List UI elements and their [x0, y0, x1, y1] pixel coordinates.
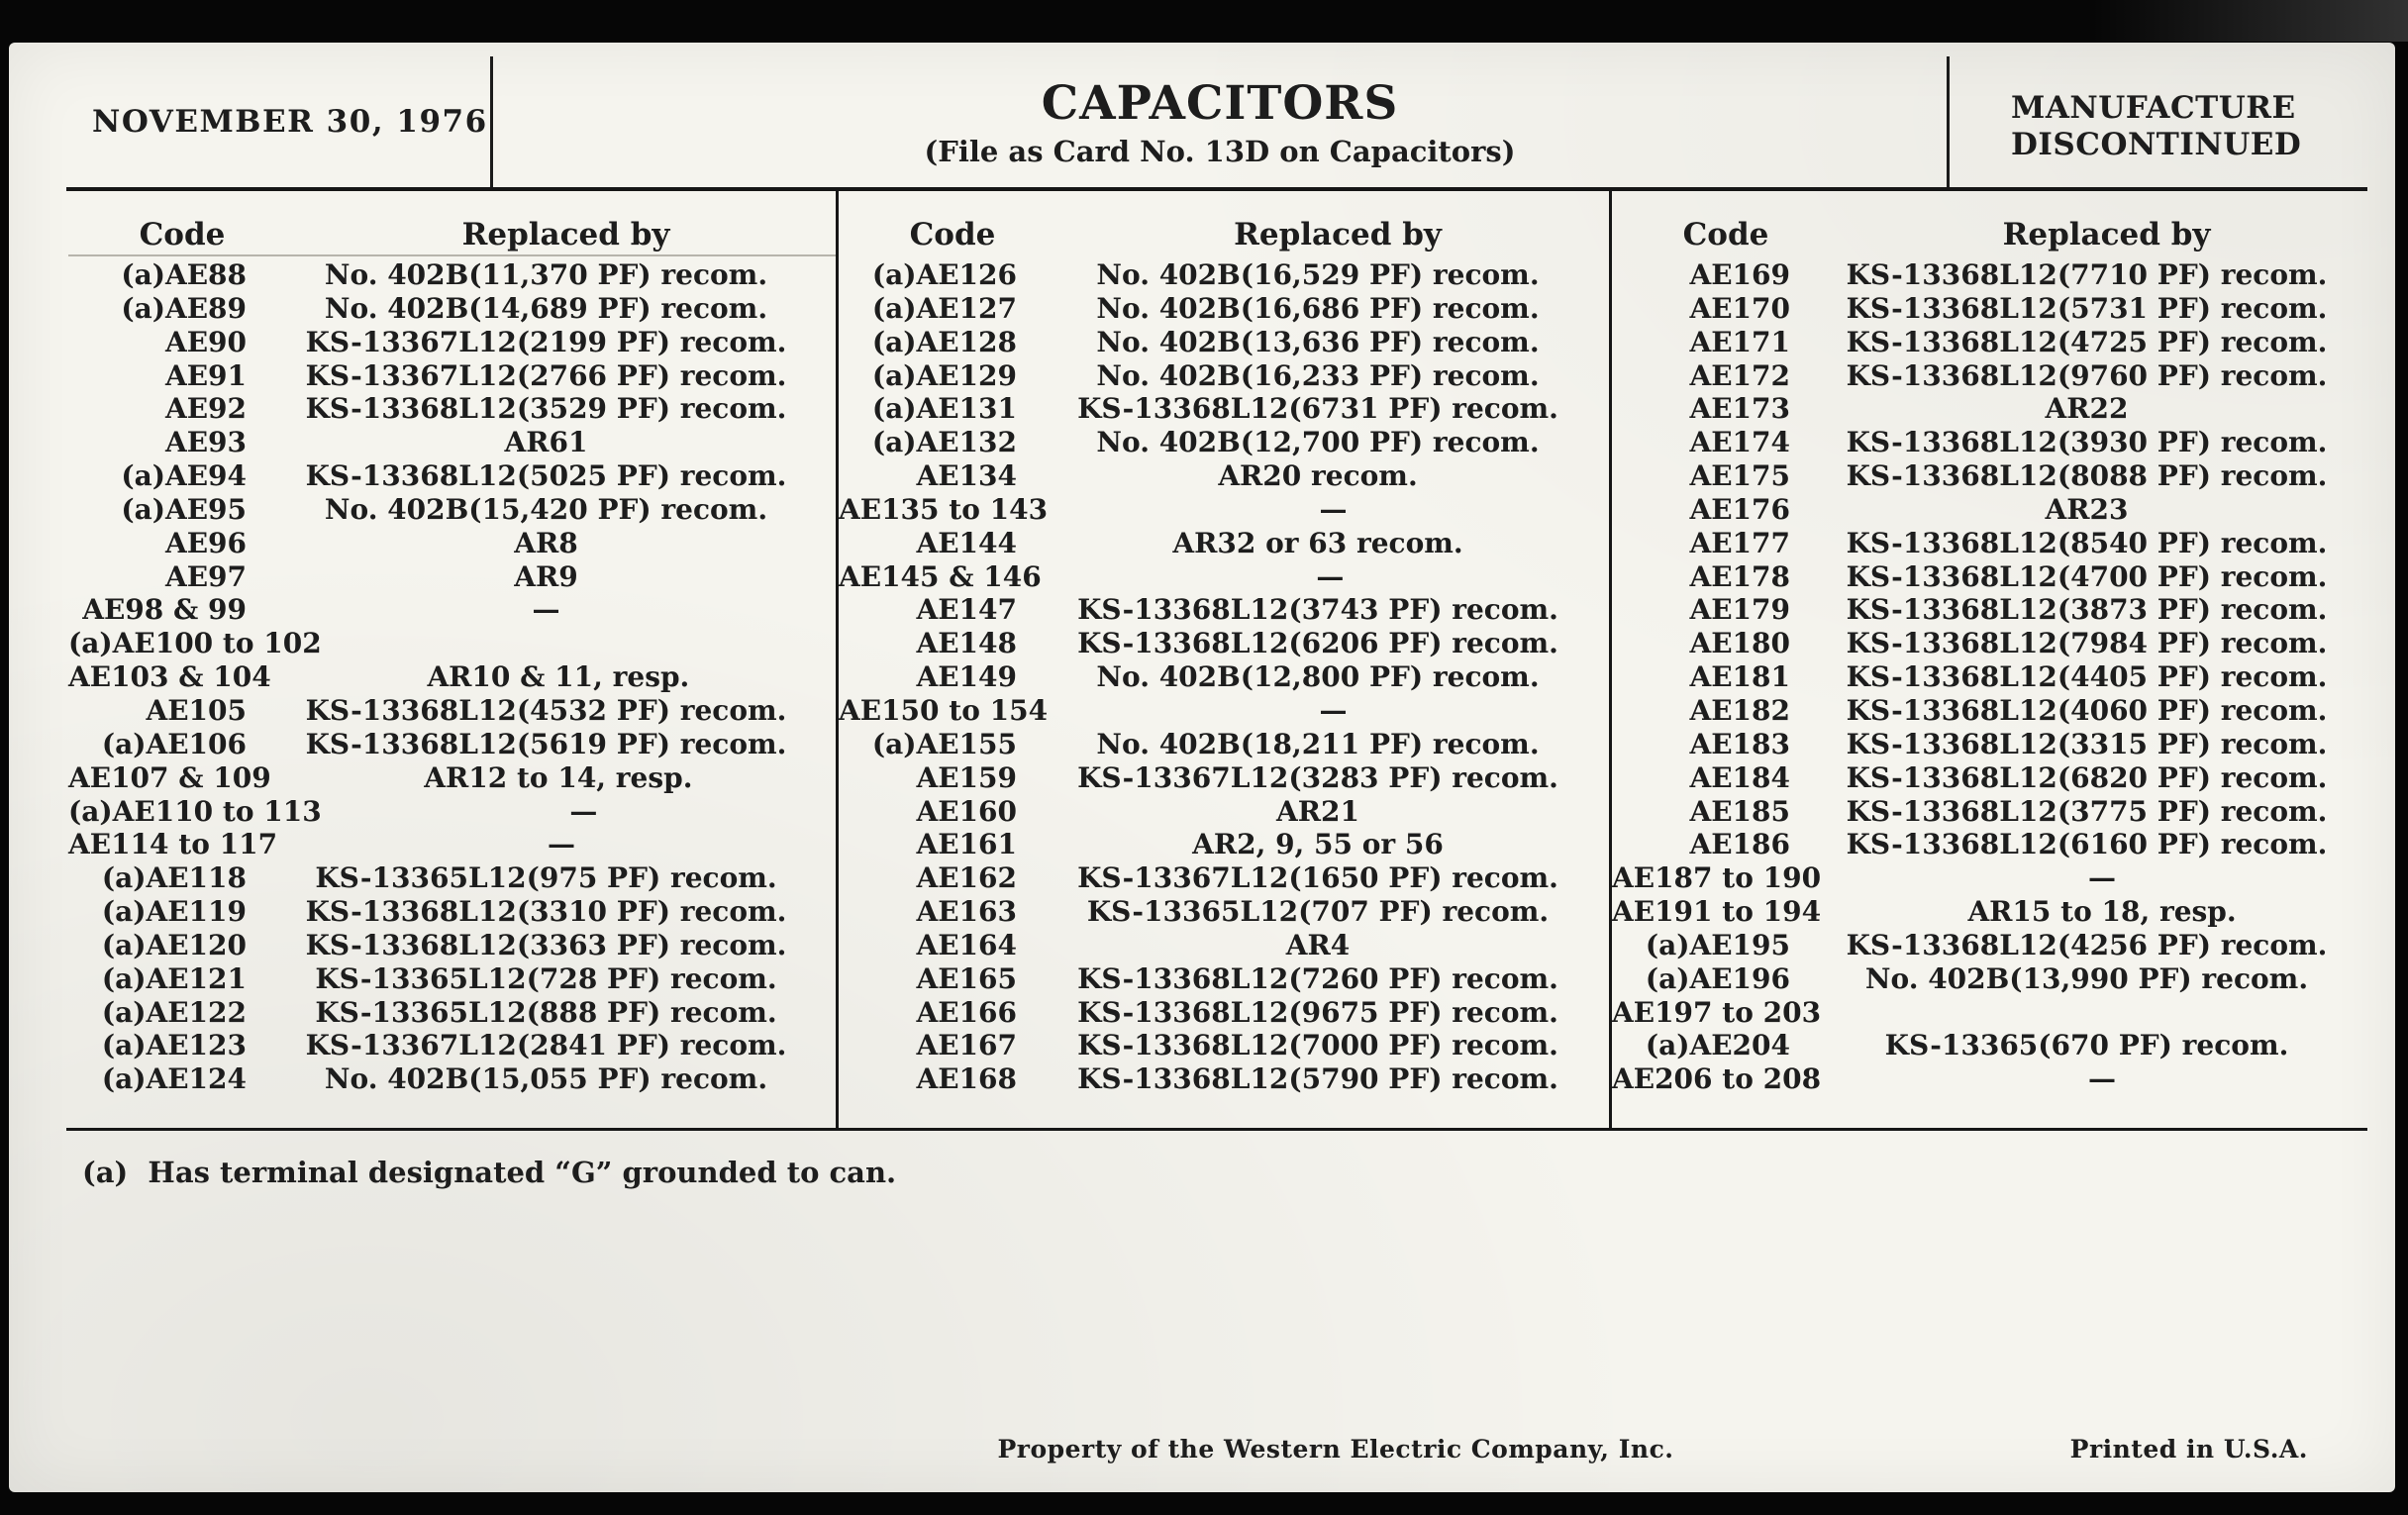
table-row: [839, 761, 1609, 795]
table-row: [839, 828, 1609, 861]
code-cell: AE183: [1689, 727, 1790, 760]
replaced-by-cell: —: [569, 794, 598, 828]
table-row: [68, 459, 836, 493]
replaced-by-cell: AR61: [504, 426, 588, 459]
code-cell: AE163: [916, 895, 1017, 929]
code-cell: AE169: [1689, 258, 1790, 291]
table-column: [68, 191, 836, 1128]
code-cell: AE168: [916, 1062, 1017, 1096]
replaced-by-cell: KS-13368L12(5025 PF) recom.: [305, 459, 787, 493]
table-row: [68, 962, 836, 996]
code-cell: AE197 to 203: [1612, 995, 1822, 1029]
replaced-by-cell: No. 402B(15,055 PF) recom.: [324, 1062, 768, 1096]
replaced-by-cell: KS-13365L12(728 PF) recom.: [315, 961, 777, 995]
table-row: [68, 359, 836, 393]
replaced-by-cell: KS-13368L12(4700 PF) recom.: [1846, 559, 2328, 593]
table-row: [1612, 627, 2373, 660]
code-cell: AE90: [164, 325, 247, 358]
code-cell: AE161: [916, 828, 1017, 861]
table-row: [839, 1029, 1609, 1062]
table-row: [68, 326, 836, 359]
replaced-by-cell: KS-13368L12(3743 PF) recom.: [1077, 593, 1558, 627]
code-cell: AE147: [916, 593, 1017, 627]
replaced-by-cell: KS-13367L12(1650 PF) recom.: [1077, 861, 1558, 895]
replaced-by-cell: —: [1319, 693, 1348, 727]
table-row: [839, 493, 1609, 527]
header-divider-right: [1947, 56, 1950, 189]
replaced-by-cell: KS-13368L12(3873 PF) recom.: [1846, 593, 2328, 627]
table-row: [1612, 1062, 2373, 1096]
code-cell: AE114 to 117: [68, 828, 278, 861]
table-row: [68, 426, 836, 459]
replaced-by-cell: AR4: [1285, 928, 1351, 961]
code-cell: (a)AE131: [871, 392, 1017, 426]
table-row: [839, 660, 1609, 694]
table-row: [839, 326, 1609, 359]
table-row: [1612, 493, 2373, 527]
table-row: [68, 392, 836, 426]
replaced-by-cell: KS-13365(670 PF) recom.: [1884, 1029, 2289, 1062]
code-cell: (a)AE95: [121, 492, 247, 526]
code-cell: (a)AE106: [101, 727, 247, 760]
code-cell: AE107 & 109: [68, 760, 271, 794]
code-cell: AE185: [1689, 794, 1790, 828]
table-row: [839, 359, 1609, 393]
replaced-by-cell: No. 402B(12,700 PF) recom.: [1096, 426, 1540, 459]
table-row: [68, 761, 836, 795]
replaced-by-cell: KS-13368L12(5619 PF) recom.: [305, 727, 787, 760]
replaced-by-cell: KS-13367L12(3283 PF) recom.: [1077, 760, 1558, 794]
replaced-by-cell: KS-13365L12(975 PF) recom.: [315, 861, 777, 895]
table-rows: [68, 258, 836, 1096]
table-row: [68, 828, 836, 861]
code-cell: (a)AE94: [121, 459, 247, 493]
replaced-by-column-header: Replaced by: [2002, 217, 2211, 252]
footer-property-line: Property of the Western Electric Company, Inc.: [997, 1435, 1674, 1464]
table-row: [68, 996, 836, 1030]
footer-printed-line: Printed in U.S.A.: [2069, 1435, 2308, 1464]
table-row: [1612, 996, 2373, 1030]
replaced-by-cell: KS-13368L12(3930 PF) recom.: [1846, 426, 2328, 459]
table-column: [839, 191, 1609, 1128]
code-cell: AE174: [1689, 426, 1790, 459]
table-row: [68, 795, 836, 829]
replaced-by-cell: [322, 627, 836, 660]
code-cell: AE144: [916, 526, 1017, 559]
replaced-by-cell: KS-13368L12(3315 PF) recom.: [1846, 727, 2328, 760]
code-cell: AE149: [916, 660, 1017, 694]
replaced-by-cell: AR12 to 14, resp.: [424, 760, 693, 794]
table-bottom-rule: [66, 1128, 2367, 1131]
code-column-header: Code: [909, 217, 996, 252]
table-row: [1612, 861, 2373, 895]
replaced-by-cell: KS-13368L12(7984 PF) recom.: [1846, 627, 2328, 660]
table-row: [1612, 392, 2373, 426]
code-cell: (a)AE122: [101, 995, 247, 1029]
code-cell: (a)AE110 to 113: [68, 794, 322, 828]
code-cell: AE97: [164, 559, 247, 593]
table-row: [68, 929, 836, 962]
code-cell: (a)AE155: [871, 727, 1017, 760]
table-row: [68, 560, 836, 594]
code-cell: AE175: [1689, 459, 1790, 493]
code-cell: (a)AE196: [1645, 961, 1790, 995]
status-line-1: MANUFACTURE: [2011, 90, 2296, 126]
code-cell: AE173: [1689, 392, 1790, 426]
replaced-by-cell: KS-13368L12(4532 PF) recom.: [305, 693, 787, 727]
replaced-by-cell: KS-13368L12(3310 PF) recom.: [305, 895, 787, 929]
replaced-by-cell: KS-13368L12(9760 PF) recom.: [1846, 358, 2328, 392]
table-row: [1612, 660, 2373, 694]
replaced-by-cell: No. 402B(16,233 PF) recom.: [1096, 358, 1540, 392]
status-badge: [2011, 90, 2301, 163]
code-cell: (a)AE89: [121, 291, 247, 325]
table-row: [839, 627, 1609, 660]
table-row: [68, 493, 836, 527]
replaced-by-cell: KS-13368L12(6206 PF) recom.: [1077, 627, 1558, 660]
table-row: [839, 795, 1609, 829]
replaced-by-cell: KS-13367L12(2766 PF) recom.: [305, 358, 787, 392]
code-cell: AE92: [164, 392, 247, 426]
replaced-by-cell: KS-13368L12(4405 PF) recom.: [1846, 660, 2328, 694]
code-cell: AE150 to 154: [839, 693, 1049, 727]
replaced-by-cell: AR20 recom.: [1218, 459, 1418, 493]
code-cell: (a)AE126: [871, 258, 1017, 291]
replaced-by-cell: —: [1319, 492, 1348, 526]
code-cell: AE181: [1689, 660, 1790, 694]
replaced-by-cell: No. 402B(12,800 PF) recom.: [1096, 660, 1540, 694]
reference-card: [9, 43, 2395, 1492]
replaced-by-column-header: Replaced by: [461, 217, 670, 252]
replaced-by-cell: No. 402B(13,636 PF) recom.: [1096, 325, 1540, 358]
code-cell: AE171: [1689, 325, 1790, 358]
code-cell: AE184: [1689, 760, 1790, 794]
table-row: [68, 861, 836, 895]
code-cell: AE98 & 99: [82, 593, 247, 627]
replaced-by-cell: KS-13368L12(4725 PF) recom.: [1846, 325, 2328, 358]
footnote: (a) Has terminal designated “G” grounded to can.: [82, 1156, 897, 1189]
table-row: [68, 627, 836, 660]
code-column-header: Code: [139, 217, 226, 252]
table-row: [1612, 560, 2373, 594]
column-header-row: [1612, 191, 2373, 256]
table-row: [839, 593, 1609, 627]
replaced-by-cell: KS-13365L12(707 PF) recom.: [1086, 895, 1550, 929]
replaced-by-cell: AR32 or 63 recom.: [1172, 526, 1463, 559]
code-cell: AE145 & 146: [839, 559, 1042, 593]
column-header-row: [839, 191, 1609, 256]
page-title: CAPACITORS: [1041, 76, 1399, 131]
table-row: [1612, 593, 2373, 627]
table-row: [1612, 258, 2373, 292]
code-cell: (a)AE120: [101, 928, 247, 961]
status-line-2: DISCONTINUED: [2011, 127, 2302, 162]
replaced-by-cell: KS-13368L12(7260 PF) recom.: [1077, 961, 1558, 995]
code-cell: AE187 to 190: [1612, 861, 1822, 895]
replaced-by-cell: AR2, 9, 55 or 56: [1192, 828, 1444, 861]
column-header-row: [68, 191, 836, 256]
code-cell: AE134: [916, 459, 1017, 493]
code-cell: (a)AE100 to 102: [68, 627, 322, 660]
scan-artifact: [2091, 0, 2408, 42]
replaced-by-cell: AR9: [514, 559, 578, 593]
replaced-by-cell: KS-13368L12(8088 PF) recom.: [1846, 459, 2328, 493]
table-row: [1612, 1029, 2373, 1062]
table-row: [68, 895, 836, 929]
replaced-by-cell: —: [548, 828, 576, 861]
code-cell: AE93: [164, 426, 247, 459]
table-rows: [839, 258, 1609, 1096]
table-row: [1612, 292, 2373, 326]
table-column: [1612, 191, 2373, 1128]
table-row: [1612, 326, 2373, 359]
code-cell: AE179: [1689, 593, 1790, 627]
code-cell: (a)AE128: [871, 325, 1017, 358]
replaced-by-cell: No. 402B(16,529 PF) recom.: [1096, 258, 1540, 291]
table-row: [68, 527, 836, 560]
code-cell: (a)AE124: [101, 1062, 247, 1096]
code-cell: AE160: [916, 794, 1017, 828]
code-cell: (a)AE132: [871, 426, 1017, 459]
header-divider-left: [490, 56, 493, 189]
table-row: [68, 728, 836, 761]
table-row: [1612, 761, 2373, 795]
card-date: NOVEMBER 30, 1976: [92, 104, 488, 140]
code-cell: AE176: [1689, 492, 1790, 526]
table-row: [1612, 527, 2373, 560]
table-row: [1612, 795, 2373, 829]
table-row: [1612, 694, 2373, 728]
replaced-by-cell: KS-13368L12(7000 PF) recom.: [1077, 1029, 1558, 1062]
replaced-by-column-header: Replaced by: [1234, 217, 1442, 252]
code-cell: (a)AE195: [1645, 928, 1790, 961]
replaced-by-cell: No. 402B(16,686 PF) recom.: [1096, 291, 1540, 325]
table-row: [839, 996, 1609, 1030]
table-row: [839, 694, 1609, 728]
table-row: [1612, 962, 2373, 996]
replaced-by-cell: KS-13368L12(3363 PF) recom.: [305, 928, 787, 961]
table-row: [68, 694, 836, 728]
code-cell: AE178: [1689, 559, 1790, 593]
code-cell: AE177: [1689, 526, 1790, 559]
page-subtitle: (File as Card No. 13D on Capacitors): [924, 135, 1516, 168]
replaced-by-cell: [1821, 996, 2373, 1030]
code-cell: AE166: [916, 995, 1017, 1029]
table-row: [68, 292, 836, 326]
replaced-by-cell: KS-13368L12(6731 PF) recom.: [1077, 392, 1558, 426]
code-cell: AE191 to 194: [1612, 895, 1822, 929]
code-cell: (a)AE121: [101, 961, 247, 995]
replaced-by-cell: No. 402B(14,689 PF) recom.: [324, 291, 768, 325]
table-row: [839, 962, 1609, 996]
table-row: [68, 1062, 836, 1096]
replaced-by-cell: No. 402B(18,211 PF) recom.: [1096, 727, 1540, 760]
table-row: [1612, 828, 2373, 861]
code-cell: AE206 to 208: [1612, 1062, 1822, 1096]
table-row: [839, 459, 1609, 493]
replaced-by-cell: KS-13368L12(8540 PF) recom.: [1846, 526, 2328, 559]
table-row: [1612, 895, 2373, 929]
replaced-by-cell: KS-13367L12(2199 PF) recom.: [305, 325, 787, 358]
table-row: [839, 292, 1609, 326]
table-row: [839, 392, 1609, 426]
replaced-by-cell: KS-13368L12(9675 PF) recom.: [1077, 995, 1558, 1029]
table-row: [1612, 728, 2373, 761]
replaced-by-cell: KS-13367L12(2841 PF) recom.: [305, 1029, 787, 1062]
replaced-by-cell: —: [532, 593, 560, 627]
replaced-by-cell: No. 402B(13,990 PF) recom.: [1864, 961, 2309, 995]
code-cell: AE167: [916, 1029, 1017, 1062]
table-row: [839, 560, 1609, 594]
table-row: [839, 861, 1609, 895]
replaced-by-cell: KS-13368L12(5731 PF) recom.: [1846, 291, 2328, 325]
code-cell: AE105: [146, 693, 247, 727]
table-row: [839, 895, 1609, 929]
code-cell: (a)AE119: [101, 895, 247, 929]
replaced-by-cell: AR8: [514, 526, 578, 559]
replaced-by-cell: No. 402B(15,420 PF) recom.: [324, 492, 768, 526]
table-row: [1612, 359, 2373, 393]
table-row: [839, 527, 1609, 560]
replaced-by-cell: KS-13368L12(5790 PF) recom.: [1077, 1062, 1558, 1096]
replaced-by-cell: —: [1316, 559, 1345, 593]
table-row: [839, 1062, 1609, 1096]
code-cell: AE180: [1689, 627, 1790, 660]
code-cell: AE103 & 104: [68, 660, 271, 694]
code-cell: AE164: [916, 928, 1017, 961]
code-cell: AE135 to 143: [839, 492, 1049, 526]
code-cell: AE172: [1689, 358, 1790, 392]
replaced-by-cell: KS-13368L12(4060 PF) recom.: [1846, 693, 2328, 727]
table-row: [839, 426, 1609, 459]
code-column-header: Code: [1682, 217, 1769, 252]
replaced-by-cell: AR22: [2045, 392, 2129, 426]
code-cell: (a)AE127: [871, 291, 1017, 325]
replaced-by-cell: AR23: [2045, 492, 2129, 526]
replaced-by-cell: KS-13368L12(6820 PF) recom.: [1846, 760, 2328, 794]
code-cell: AE186: [1689, 828, 1790, 861]
code-cell: AE165: [916, 961, 1017, 995]
table-row: [68, 593, 836, 627]
table-row: [1612, 459, 2373, 493]
replaced-by-cell: KS-13368L12(7710 PF) recom.: [1846, 258, 2328, 291]
table-row: [839, 929, 1609, 962]
code-cell: (a)AE123: [101, 1029, 247, 1062]
replaced-by-cell: AR10 & 11, resp.: [427, 660, 690, 694]
code-cell: (a)AE88: [121, 258, 247, 291]
table-row: [839, 258, 1609, 292]
title-block: [925, 76, 1516, 168]
code-cell: AE91: [164, 358, 247, 392]
code-cell: (a)AE129: [871, 358, 1017, 392]
replaced-by-cell: —: [2088, 1062, 2117, 1096]
code-cell: (a)AE118: [101, 861, 247, 895]
replaced-by-cell: KS-13368L12(6160 PF) recom.: [1846, 828, 2328, 861]
code-cell: AE148: [916, 627, 1017, 660]
table-row: [1612, 426, 2373, 459]
replaced-by-cell: KS-13368L12(3775 PF) recom.: [1846, 794, 2328, 828]
table-row: [68, 1029, 836, 1062]
code-cell: AE159: [916, 760, 1017, 794]
code-cell: (a)AE204: [1645, 1029, 1790, 1062]
replaced-by-cell: No. 402B(11,370 PF) recom.: [324, 258, 768, 291]
code-cell: AE170: [1689, 291, 1790, 325]
replaced-by-cell: AR21: [1276, 794, 1359, 828]
replaced-by-cell: KS-13365L12(888 PF) recom.: [315, 995, 777, 1029]
table-row: [68, 258, 836, 292]
replaced-by-cell: —: [2088, 861, 2117, 895]
table-row: [1612, 929, 2373, 962]
table-rows: [1612, 258, 2373, 1096]
code-cell: AE182: [1689, 693, 1790, 727]
replaced-by-cell: AR15 to 18, resp.: [1967, 895, 2237, 929]
replaced-by-cell: KS-13368L12(4256 PF) recom.: [1846, 928, 2328, 961]
code-cell: AE162: [916, 861, 1017, 895]
table-row: [839, 728, 1609, 761]
code-cell: AE96: [164, 526, 247, 559]
table-row: [68, 660, 836, 694]
replaced-by-cell: KS-13368L12(3529 PF) recom.: [305, 392, 787, 426]
